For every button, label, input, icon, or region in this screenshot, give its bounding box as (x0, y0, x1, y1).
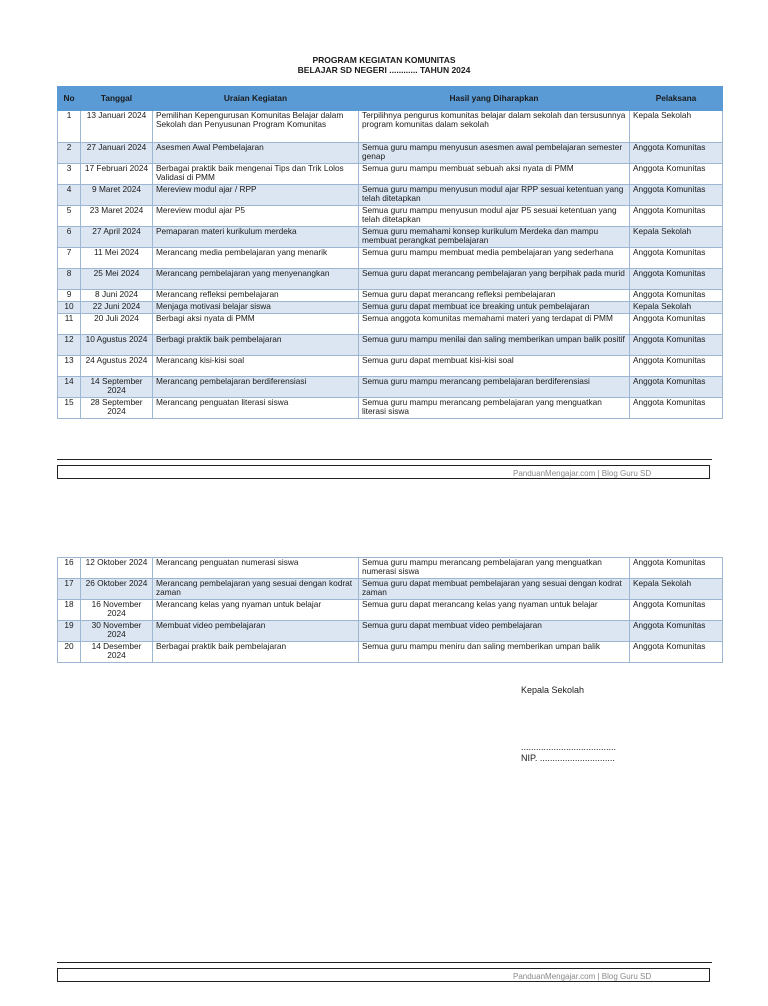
cell-executor: Anggota Komunitas (630, 164, 723, 185)
cell-result: Semua guru dapat merancang refleksi pembelajaran (359, 290, 630, 302)
cell-executor: Anggota Komunitas (630, 248, 723, 269)
table-row (58, 621, 723, 642)
cell-activity: Berbagi aksi nyata di PMM (153, 314, 359, 335)
cell-executor: Anggota Komunitas (630, 335, 723, 356)
cell-executor: Anggota Komunitas (630, 600, 723, 621)
table-row (58, 164, 723, 185)
cell-activity: Menjaga motivasi belajar siswa (153, 302, 359, 314)
cell-no: 10 (58, 302, 81, 314)
table-row (58, 302, 723, 314)
cell-date: 22 Juni 2024 (81, 302, 153, 314)
cell-result: Semua guru dapat membuat video pembelajaran (359, 621, 630, 642)
cell-date: 14 September 2024 (81, 377, 153, 398)
table-body (58, 111, 723, 419)
cell-date: 16 November 2024 (81, 600, 153, 621)
cell-no: 4 (58, 185, 81, 206)
column-header-no: No (58, 87, 81, 111)
cell-activity: Merancang penguatan numerasi siswa (153, 558, 359, 579)
column-header-activity: Uraian Kegiatan (153, 87, 359, 111)
signature-name-line: ...................................... (521, 742, 617, 752)
table-row (58, 356, 723, 377)
cell-result: Semua guru mampu merancang pembelajaran yang menguatkan literasi siswa (359, 398, 630, 419)
cell-executor: Anggota Komunitas (630, 185, 723, 206)
footer-text: PanduanMengajar.com | Blog Guru SD (513, 972, 652, 981)
cell-executor: Anggota Komunitas (630, 621, 723, 642)
cell-date: 13 Januari 2024 (81, 111, 153, 143)
cell-executor: Anggota Komunitas (630, 269, 723, 290)
cell-executor: Kepala Sekolah (630, 111, 723, 143)
cell-executor: Anggota Komunitas (630, 558, 723, 579)
table-row (58, 314, 723, 335)
activity-table-page-2 (57, 557, 723, 663)
cell-activity: Merancang kisi-kisi soal (153, 356, 359, 377)
cell-result: Semua guru dapat merancang kelas yang nyaman untuk belajar (359, 600, 630, 621)
cell-no: 20 (58, 642, 81, 663)
cell-result: Semua guru mampu merancang pembelajaran yang menguatkan numerasi siswa (359, 558, 630, 579)
cell-date: 20 Juli 2024 (81, 314, 153, 335)
footer-box (57, 968, 710, 982)
cell-no: 14 (58, 377, 81, 398)
table-row (58, 377, 723, 398)
cell-activity: Merancang kelas yang nyaman untuk belajar (153, 600, 359, 621)
cell-executor: Anggota Komunitas (630, 356, 723, 377)
table-row (58, 269, 723, 290)
cell-result: Semua guru mampu merancang pembelajaran berdiferensiasi (359, 377, 630, 398)
cell-no: 2 (58, 143, 81, 164)
cell-executor: Anggota Komunitas (630, 290, 723, 302)
cell-no: 17 (58, 579, 81, 600)
footer-text: PanduanMengajar.com | Blog Guru SD (513, 469, 652, 478)
cell-activity: Merancang pembelajaran yang menyenangkan (153, 269, 359, 290)
cell-executor: Kepala Sekolah (630, 227, 723, 248)
table-body (58, 558, 723, 663)
cell-activity: Merancang refleksi pembelajaran (153, 290, 359, 302)
cell-activity: Membuat video pembelajaran (153, 621, 359, 642)
cell-activity: Merancang pembelajaran berdiferensiasi (153, 377, 359, 398)
table-row (58, 398, 723, 419)
cell-executor: Kepala Sekolah (630, 302, 723, 314)
cell-executor: Anggota Komunitas (630, 398, 723, 419)
column-header-date: Tanggal (81, 87, 153, 111)
cell-no: 1 (58, 111, 81, 143)
cell-date: 27 Januari 2024 (81, 143, 153, 164)
cell-activity: Merancang penguatan literasi siswa (153, 398, 359, 419)
cell-no: 18 (58, 600, 81, 621)
table-row (58, 143, 723, 164)
cell-result: Semua guru mampu menyusun modul ajar RPP sesuai ketentuan yang telah ditetapkan (359, 185, 630, 206)
cell-executor: Anggota Komunitas (630, 143, 723, 164)
table-row (58, 185, 723, 206)
cell-no: 11 (58, 314, 81, 335)
table-row (58, 579, 723, 600)
cell-no: 3 (58, 164, 81, 185)
table-row (58, 600, 723, 621)
cell-activity: Mereview modul ajar P5 (153, 206, 359, 227)
cell-date: 12 Oktober 2024 (81, 558, 153, 579)
cell-date: 28 September 2024 (81, 398, 153, 419)
table-row (58, 227, 723, 248)
footer-rule (57, 459, 712, 460)
cell-no: 19 (58, 621, 81, 642)
cell-date: 9 Maret 2024 (81, 185, 153, 206)
table-row (58, 335, 723, 356)
column-header-executor: Pelaksana (630, 87, 723, 111)
cell-activity: Pemilihan Kepengurusan Komunitas Belajar dalam Sekolah dan Penyusunan Program Komunitas (153, 111, 359, 143)
table-row (58, 290, 723, 302)
cell-no: 5 (58, 206, 81, 227)
cell-executor: Anggota Komunitas (630, 642, 723, 663)
cell-result: Semua guru mampu menyusun asesmen awal pembelajaran semester genap (359, 143, 630, 164)
cell-activity: Berbagai praktik baik mengenai Tips dan Trik Lolos Validasi di PMM (153, 164, 359, 185)
cell-date: 30 November 2024 (81, 621, 153, 642)
cell-activity: Berbagai praktik baik pembelajaran (153, 642, 359, 663)
cell-activity: Asesmen Awal Pembelajaran (153, 143, 359, 164)
cell-date: 8 Juni 2024 (81, 290, 153, 302)
table-row (58, 111, 723, 143)
activity-table-page-1 (57, 86, 723, 419)
cell-activity: Merancang pembelajaran yang sesuai dengan kodrat zaman (153, 579, 359, 600)
cell-result: Semua guru mampu membuat sebuah aksi nyata di PMM (359, 164, 630, 185)
title-line-2: BELAJAR SD NEGERI ............ TAHUN 2024 (297, 65, 471, 75)
cell-no: 16 (58, 558, 81, 579)
cell-result: Semua guru mampu menyusun modul ajar P5 sesuai ketentuan yang telah ditetapkan (359, 206, 630, 227)
cell-date: 14 Desember 2024 (81, 642, 153, 663)
cell-executor: Kepala Sekolah (630, 579, 723, 600)
cell-no: 8 (58, 269, 81, 290)
table-row (58, 558, 723, 579)
footer-rule (57, 962, 712, 963)
cell-date: 26 Oktober 2024 (81, 579, 153, 600)
cell-date: 25 Mei 2024 (81, 269, 153, 290)
cell-result: Semua guru mampu meniru dan saling memberikan umpan balik (359, 642, 630, 663)
cell-date: 27 April 2024 (81, 227, 153, 248)
cell-result: Semua guru dapat membuat pembelajaran yang sesuai dengan kodrat zaman (359, 579, 630, 600)
cell-no: 6 (58, 227, 81, 248)
cell-no: 13 (58, 356, 81, 377)
cell-executor: Anggota Komunitas (630, 377, 723, 398)
cell-activity: Merancang media pembelajaran yang menarik (153, 248, 359, 269)
cell-executor: Anggota Komunitas (630, 314, 723, 335)
cell-result: Semua guru dapat membuat ice breaking untuk pembelajaran (359, 302, 630, 314)
title-line-1: PROGRAM KEGIATAN KOMUNITAS (312, 55, 456, 65)
cell-result: Semua anggota komunitas memahami materi yang terdapat di PMM (359, 314, 630, 335)
signature-nip: NIP. .............................. (521, 753, 615, 763)
cell-date: 17 Februari 2024 (81, 164, 153, 185)
cell-result: Semua guru memahami konsep kurikulum Merdeka dan mampu membuat perangkat pembelajaran (359, 227, 630, 248)
cell-result: Terpilihnya pengurus komunitas belajar dalam sekolah dan tersusunnya program komunitas dalam sekolah (359, 111, 630, 143)
footer-box (57, 465, 710, 479)
cell-activity: Mereview modul ajar / RPP (153, 185, 359, 206)
table-row (58, 206, 723, 227)
column-header-result: Hasil yang Diharapkan (359, 87, 630, 111)
signature-role: Kepala Sekolah (521, 685, 585, 695)
cell-executor: Anggota Komunitas (630, 206, 723, 227)
cell-no: 7 (58, 248, 81, 269)
cell-date: 24 Agustus 2024 (81, 356, 153, 377)
cell-date: 23 Maret 2024 (81, 206, 153, 227)
cell-result: Semua guru dapat membuat kisi-kisi soal (359, 356, 630, 377)
cell-date: 10 Agustus 2024 (81, 335, 153, 356)
cell-result: Semua guru dapat merancang pembelajaran yang berpihak pada murid (359, 269, 630, 290)
cell-no: 12 (58, 335, 81, 356)
table-row (58, 642, 723, 663)
cell-result: Semua guru mampu membuat media pembelajaran yang sederhana (359, 248, 630, 269)
table-header-row (58, 87, 723, 111)
cell-no: 15 (58, 398, 81, 419)
table-row (58, 248, 723, 269)
cell-activity: Pemaparan materi kurikulum merdeka (153, 227, 359, 248)
cell-no: 9 (58, 290, 81, 302)
cell-activity: Berbagi praktik baik pembelajaran (153, 335, 359, 356)
document-title (0, 55, 768, 75)
cell-date: 11 Mei 2024 (81, 248, 153, 269)
cell-result: Semua guru mampu menilai dan saling memberikan umpan balik positif (359, 335, 630, 356)
